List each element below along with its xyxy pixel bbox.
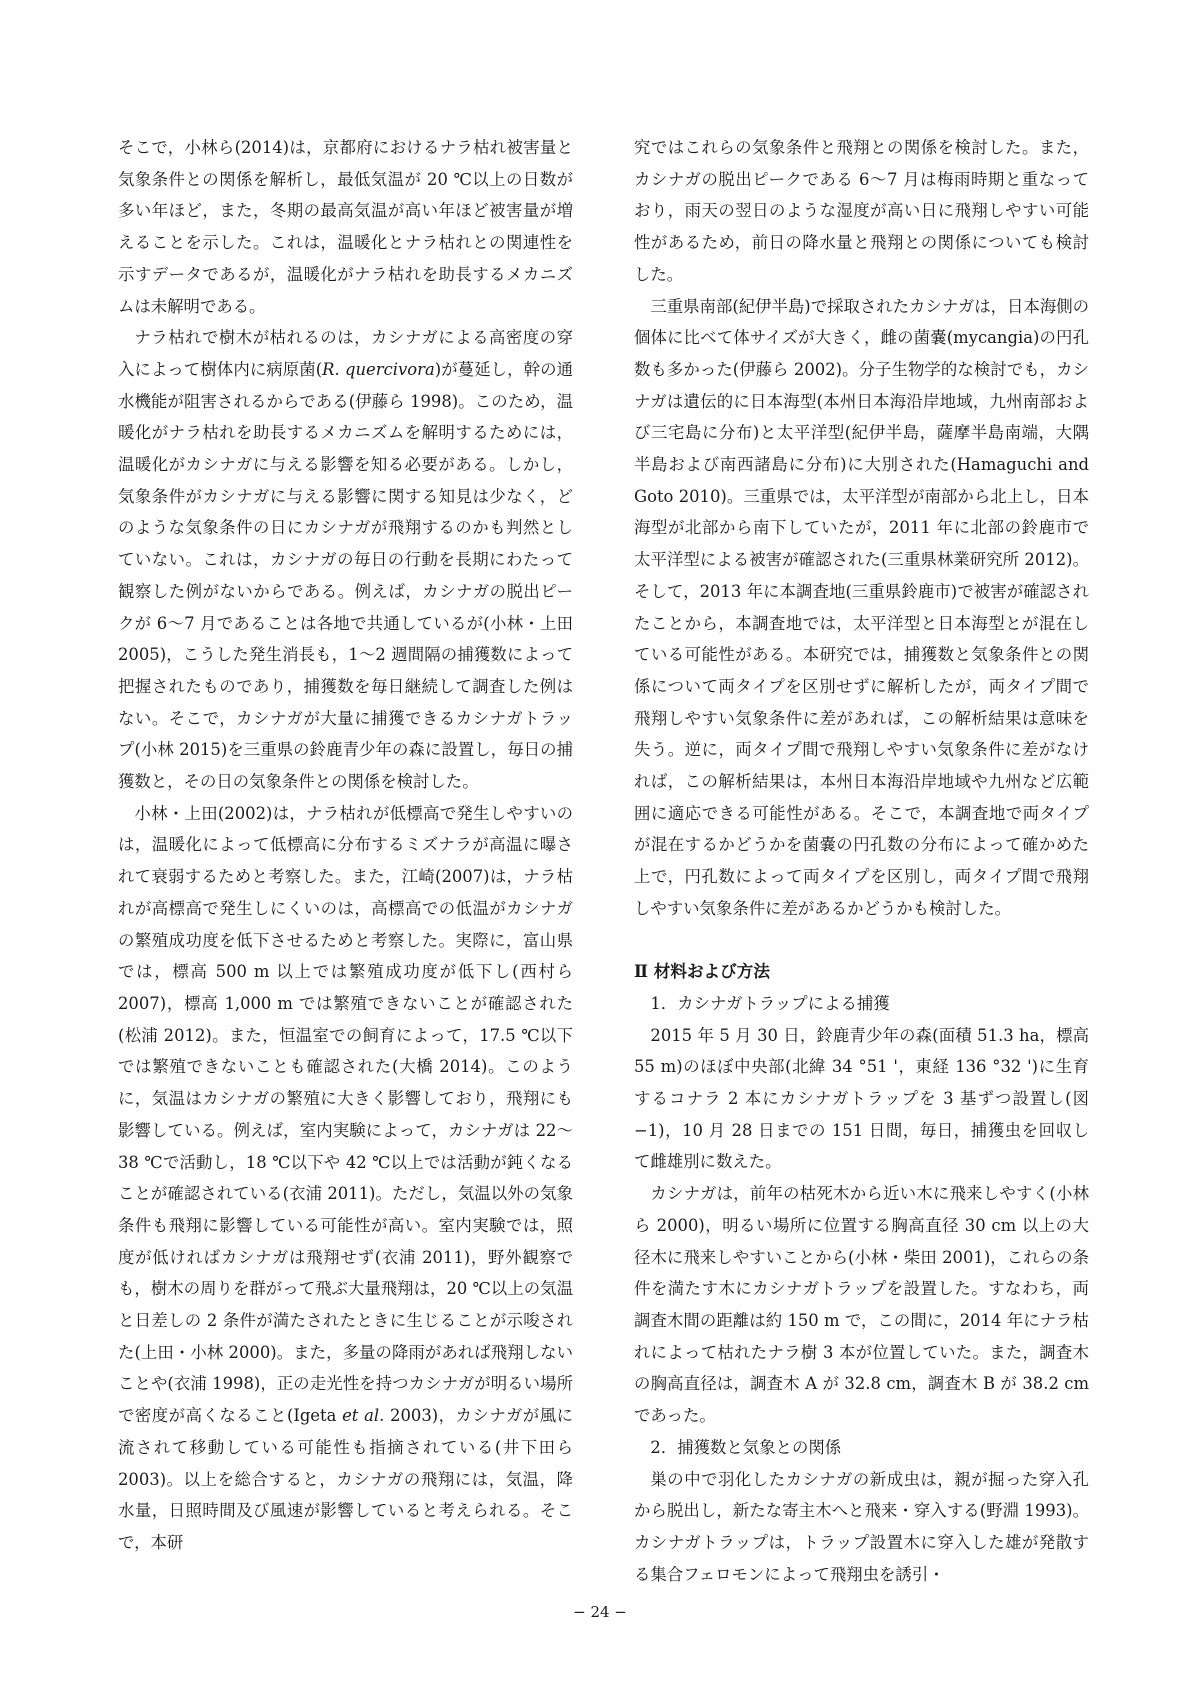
paragraph: ナラ枯れで樹木が枯れるのは，カシナガによる高密度の穿入によって樹体内に病原菌(R. quercivora)が蔓延し，幹の通水機能が阻害されるからである(伊藤ら 1998)。このため，温暖化がナラ枯れを助長するメカニズムを解明するためには，温暖化がカシナガに与える影響を知る必要がある。しかし，気象条件がカシナガに与える影響に関する知見は少なく，どのような気象条件の日にカシナガが飛翔するのかも判然としていない。これは，カシナガの毎日の行動を長期にわたって観察した例がないからである。例えば，カシナガの脱出ピークが 6〜7 月であることは各地で共通しているが(小林・上田 2005)，こうした発生消長も，1〜2 週間隔の捕獲数によって把握されたものであり，捕獲数を毎日継続して調査した例はない。そこで，カシナガが大量に捕獲できるカシナガトラップ(小林 2015)を三重県の鈴鹿青少年の森に設置し，毎日の捕獲数と，その日の気象条件との関係を検討した。	[118, 328, 573, 792]
section-heading: Ⅱ 材料および方法	[634, 961, 770, 982]
paragraph: 2015 年 5 月 30 日，鈴鹿青少年の森(面積 51.3 ha，標高 55 m)のほぼ中央部(北緯 34 °51 '，東経 136 °32 ')に生育するコナラ 2 本にカシナガトラップを 3 基ずつ設置し(図−1)，10 月 28 日までの 151 日間，毎日，捕獲虫を回収して雌雄別に数えた。	[634, 1025, 1089, 1172]
left-column	[118, 132, 573, 1559]
subsection-heading: 2．捕獲数と気象との関係	[650, 1437, 842, 1457]
paragraph: 小林・上田(2002)は，ナラ枯れが低標高で発生しやすいのは，温暖化によって低標高に分布するミズナラが高温に曝されて衰弱するためと考察した。また，江崎(2007)は，ナラ枯れが高標高で発生しにくいのは，高標高での低温がカシナガの繁殖成功度を低下させるためと考察した。実際に，富山県では，標高 500 m 以上では繁殖成功度が低下し(西村ら 2007)，標高 1,000 m では繁殖できないことが確認された(松浦 2012)。また，恒温室での飼育によって，17.5 ℃以下では繁殖できないことも確認された(大橋 2014)。このように，気温はカシナガの繁殖に大きく影響しており，飛翔にも影響している。例えば，室内実験によって，カシナガは 22〜38 ℃で活動し，18 ℃以下や 42 ℃以上では活動が鈍くなることが確認されている(衣浦 2011)。ただし，気温以外の気象条件も飛翔に影響している可能性が高い。室内実験では，照度が低ければカシナガは飛翔せず(衣浦 2011)，野外観察でも，樹木の周りを群がって飛ぶ大量飛翔は，20 ℃以上の気温と日差しの 2 条件が満たされたときに生じることが示唆された(上田・小林 2000)。また，多量の降雨があれば飛翔しないことや(衣浦 1998)，正の走光性を持つカシナガが明るい場所で密度が高くなること(Igeta et al. 2003)，カシナガが風に流されて移動している可能性も指摘されている(井下田ら 2003)。以上を総合すると，カシナガの飛翔には，気温，降水量，日照時間及び風速が影響していると考えられる。そこで，本研	[118, 803, 573, 1552]
paragraph: 三重県南部(紀伊半島)で採取されたカシナガは，日本海側の個体に比べて体サイズが大きく，雌の菌嚢(mycangia)の円孔数も多かった(伊藤ら 2002)。分子生物学的な検討でも，カシナガは遺伝的に日本海型(本州日本海沿岸地域，九州南部および三宅島に分布)と太平洋型(紀伊半島，薩摩半島南端，大隅半島および南西諸島に分布)に大別された(Hamaguchi and Goto 2010)。三重県では，太平洋型が南部から北上し，日本海型が北部から南下していたが，2011 年に北部の鈴鹿市で太平洋型による被害が確認された(三重県林業研究所 2012)。そして，2013 年に本調査地(三重県鈴鹿市)で被害が確認されたことから，本調査地では，太平洋型と日本海型とが混在している可能性がある。本研究では，捕獲数と気象条件との関係について両タイプを区別せずに解析したが，両タイプ間で飛翔しやすい気象条件に差があれば，この解析結果は意味を失う。逆に，両タイプ間で飛翔しやすい気象条件に差がなければ，この解析結果は，本州日本海沿岸地域や九州など広範囲に適応できる可能性がある。そこで，本調査地で両タイプが混在するかどうかを菌嚢の円孔数の分布によって確かめた上で，円孔数によって両タイプを区別し，両タイプ間で飛翔しやすい気象条件に差があるかどうかも検討した。	[634, 296, 1090, 918]
paragraph: 巣の中で羽化したカシナガの新成虫は，親が掘った穿入孔から脱出し，新たな寄主木へと飛来・穿入する(野淵 1993)。カシナガトラップは，トラップ設置木に穿入した雄が発散する集合フェロモンによって飛翔虫を誘引・	[634, 1469, 1089, 1584]
section-gap	[634, 925, 1089, 957]
et-al: et al.	[342, 1406, 385, 1426]
paragraph: 究ではこれらの気象条件と飛翔との関係を検討した。また，カシナガの脱出ピークである 6〜7 月は梅雨時期と重なっており，雨天の翌日のような湿度が高い日に飛翔しやすい可能性があるため，前日の降水量と飛翔との関係についても検討した。	[634, 138, 1089, 284]
species-name: R. quercivora	[322, 359, 435, 379]
subsection-heading: 1．カシナガトラップによる捕獲	[650, 993, 890, 1013]
right-column	[634, 132, 1089, 1590]
paragraph: カシナガは，前年の枯死木から近い木に飛来しやすく(小林ら 2000)，明るい場所に位置する胸高直径 30 cm 以上の大径木に飛来しやすいことから(小林・柴田 2001)，これらの条件を満たす木にカシナガトラップを設置した。すなわち，両調査木間の距離は約 150 m で，この間に，2014 年にナラ枯れによって枯れたナラ樹 3 本が位置していた。また，調査木の胸高直径は，調査木 A が 32.8 cm，調査木 B が 38.2 cm であった。	[634, 1184, 1089, 1426]
page-number: − 24 −	[573, 1603, 627, 1621]
paragraph: そこで，小林ら(2014)は，京都府におけるナラ枯れ被害量と気象条件との関係を解析し，最低気温が 20 ℃以上の日数が多い年ほど，また，冬期の最高気温が高い年ほど被害量が増えることを示した。これは，温暖化とナラ枯れとの関連性を示すデータであるが，温暖化がナラ枯れを助長するメカニズムは未解明である。	[118, 138, 573, 316]
